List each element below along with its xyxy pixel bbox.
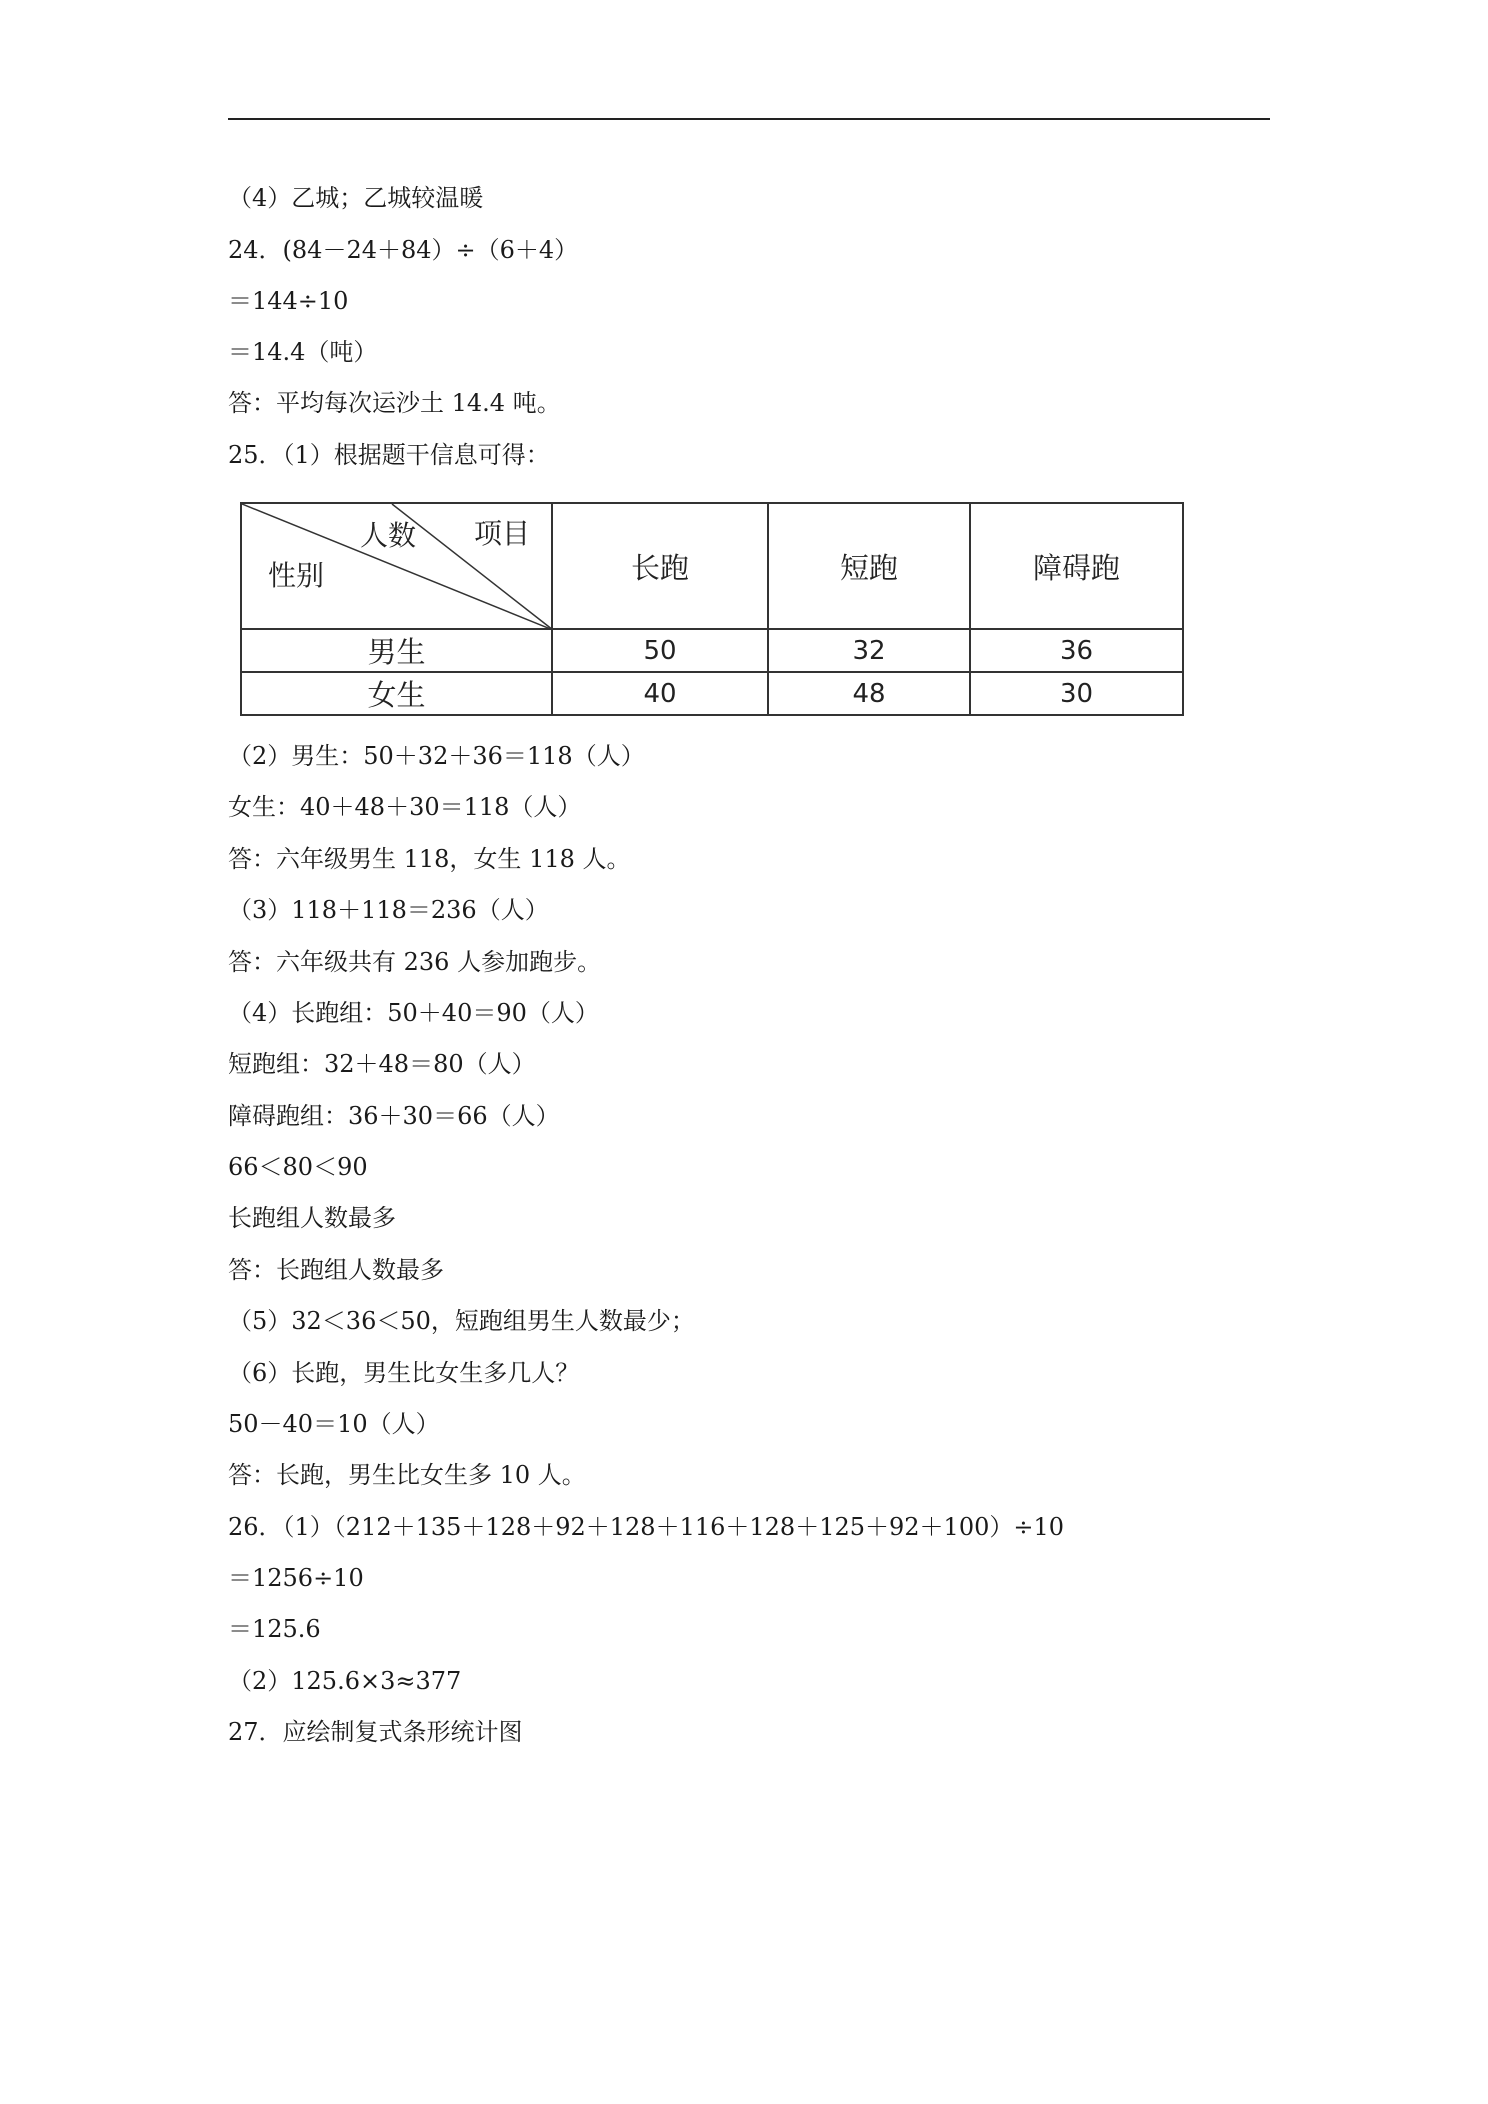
running-stats-table — [240, 502, 1182, 712]
text-line: （4）长跑组：50＋40＝90（人） — [228, 999, 599, 1027]
row-label: 女生 — [241, 672, 552, 715]
header-rule — [228, 118, 1270, 120]
text-line: 24．(84－24＋84）÷（6＋4） — [228, 236, 579, 264]
text-line: （4）乙城；乙城较温暖 — [228, 184, 484, 212]
text-line: （5）32＜36＜50，短跑组男生人数最少； — [228, 1307, 695, 1335]
text-line: ＝1256÷10 — [228, 1564, 364, 1592]
text-line: 答：平均每次运沙土 14.4 吨。 — [228, 389, 561, 417]
text-line: 答：六年级共有 236 人参加跑步。 — [228, 948, 602, 976]
row-label: 男生 — [241, 629, 552, 672]
text-line: ＝125.6 — [228, 1615, 321, 1643]
table-row — [241, 672, 1183, 715]
text-line: 66＜80＜90 — [228, 1153, 368, 1181]
table-row — [241, 629, 1183, 672]
text-line: ＝144÷10 — [228, 287, 349, 315]
text-line: 长跑组人数最多 — [228, 1204, 396, 1232]
text-line: 答：六年级男生 118，女生 118 人。 — [228, 845, 631, 873]
text-line: （3）118＋118＝236（人） — [228, 896, 549, 924]
corner-item-label: 项目 — [474, 517, 531, 550]
text-line: 短跑组：32＋48＝80（人） — [228, 1050, 536, 1078]
text-line: 障碍跑组：36＋30＝66（人） — [228, 1102, 560, 1130]
text-line: 50－40＝10（人） — [228, 1410, 440, 1438]
corner-gender-label: 性别 — [268, 559, 325, 592]
table-cell: 30 — [970, 672, 1183, 715]
table-corner-cell — [241, 503, 552, 629]
text-line: （6）长跑，男生比女生多几人？ — [228, 1359, 580, 1387]
column-header: 短跑 — [768, 503, 970, 629]
table-cell: 32 — [768, 629, 970, 672]
table-cell: 36 — [970, 629, 1183, 672]
table-cell: 50 — [552, 629, 768, 672]
table-cell: 48 — [768, 672, 970, 715]
text-line: （2）125.6×3≈377 — [228, 1667, 462, 1695]
text-line: 25．（1）根据题干信息可得： — [228, 441, 550, 469]
corner-count-label: 人数 — [360, 519, 417, 552]
text-line: 答：长跑，男生比女生多 10 人。 — [228, 1461, 586, 1489]
text-line: 26．（1）（212＋135＋128＋92＋128＋116＋128＋125＋92＋100）÷10 — [228, 1513, 1065, 1541]
column-header: 障碍跑 — [970, 503, 1183, 629]
text-line: ＝14.4（吨） — [228, 338, 378, 366]
text-line: 答：长跑组人数最多 — [228, 1256, 444, 1284]
data-table — [240, 502, 1184, 716]
column-header: 长跑 — [552, 503, 768, 629]
table-cell: 40 — [552, 672, 768, 715]
text-line: 27．应绘制复式条形统计图 — [228, 1718, 523, 1746]
text-line: （2）男生：50＋32＋36＝118（人） — [228, 742, 645, 770]
text-line: 女生：40＋48＋30＝118（人） — [228, 793, 582, 821]
